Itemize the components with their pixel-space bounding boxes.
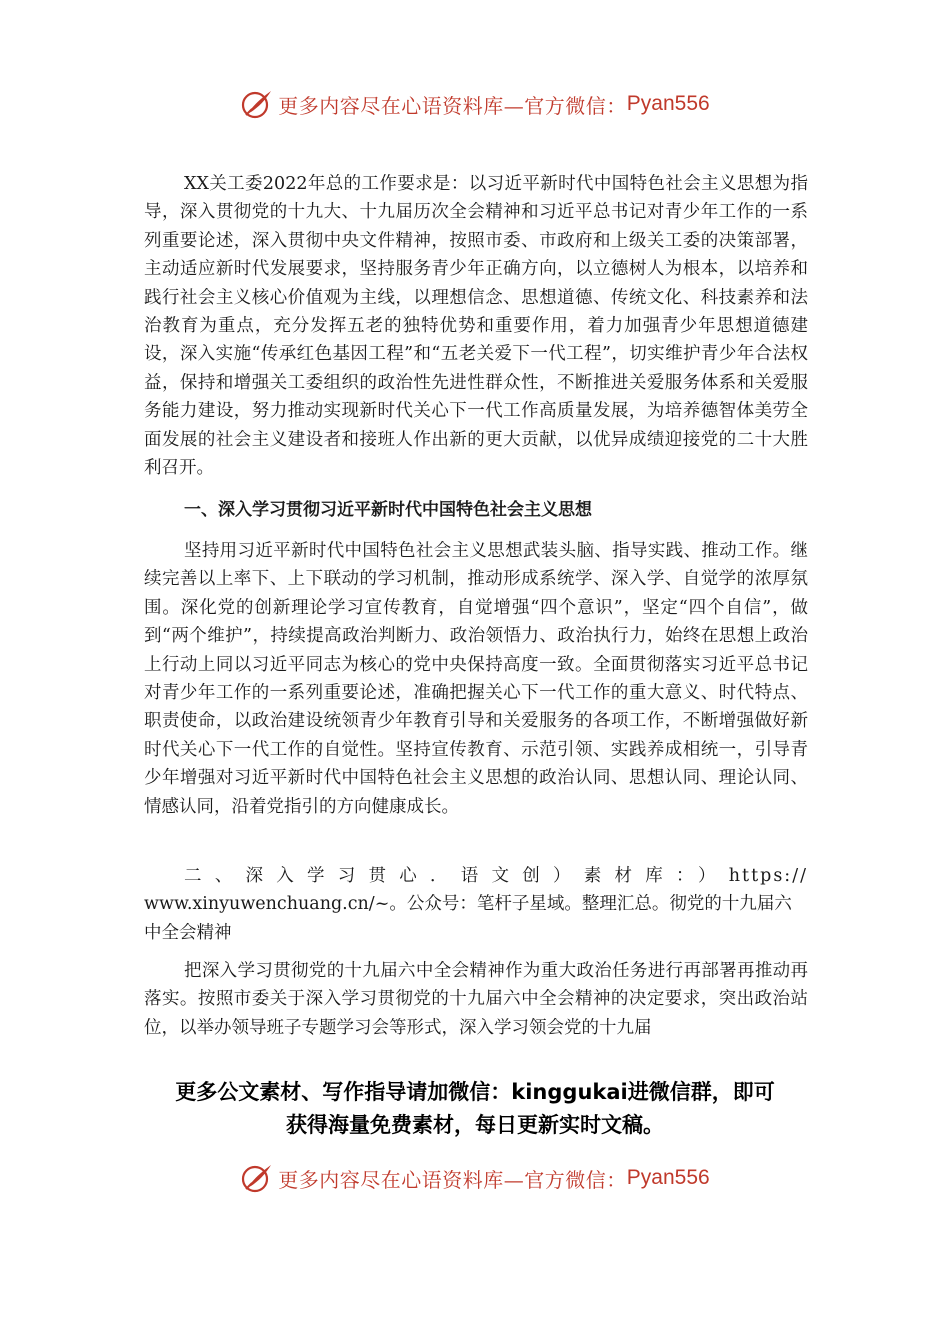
section-1-heading: 一、深入学习贯彻习近平新时代中国特色社会主义思想 (184, 500, 592, 520)
section-2-heading-line2: www.xinyuwenchuang.cn/~。公众号：笔杆子星域。整理汇总。彻党的十九届六中全会精神 (144, 894, 792, 943)
wechat-promo (0, 1076, 950, 1142)
banner-text: 更多内容尽在心语资料库—官方微信： (278, 93, 627, 118)
quill-logo-icon (240, 87, 274, 121)
section-2-body: 把深入学习贯彻党的十九届六中全会精神作为重大政治任务进行再部署再推动再落实。按照市委关于深入学习贯彻党的十九届六中全会精神的决定要求，突出政治站位，以举办领导班子专题学习会等形式，深入学习领会党的十九届 (144, 961, 808, 1038)
banner-text: 更多内容尽在心语资料库—官方微信： (278, 1167, 627, 1192)
wechat-promo-line1: 更多公文素材、写作指导请加微信：kinggukai进微信群，即可 (175, 1080, 775, 1104)
banner-wechat-id: Pyan556 (626, 92, 710, 115)
footer-watermark-banner (0, 1158, 950, 1198)
intro-paragraph: XX关工委2022年总的工作要求是：以习近平新时代中国特色社会主义思想为指导，深入贯彻党的十九大、十九届历次全会精神和习近平总书记对青少年工作的一系列重要论述，深入贯彻中央文件精神，按照市委、市政府和上级关工委的决策部署，主动适应新时代发展要求，坚持服务青少年正确方向，以立德树人为根本，以培养和践行社会主义核心价值观为主线，以理想信念、思想道德、传统文化、科技素养和法治教育为重点，充分发挥五老的独特优势和重要作用，着力加强青少年思想道德建设，深入实施“传承红色基因工程”和“五老关爱下一代工程”，切实维护青少年合法权益，保持和增强关工委组织的政治性先进性群众性，不断推进关爱服务体系和关爱服务能力建设，努力推动实现新时代关心下一代工作高质量发展，为培养德智体美劳全面发展的社会主义建设者和接班人作出新的更大贡献，以优异成绩迎接党的二十大胜利召开。 (144, 174, 808, 479)
section-2-heading (144, 862, 808, 947)
banner-wechat-id: Pyan556 (626, 1166, 710, 1189)
section-1-body: 坚持用习近平新时代中国特色社会主义思想武装头脑、指导实践、推动工作。继续完善以上率下、上下联动的学习机制，推动形成系统学、深入学、自觉学的浓厚氛围。深化党的创新理论学习宣传教育，自觉增强“四个意识”，坚定“四个自信”，做到“两个维护”，持续提高政治判断力、政治领悟力、政治执行力，始终在思想上政治上行动上同以习近平同志为核心的党中央保持高度一致。全面贯彻落实习近平总书记对青少年工作的一系列重要论述，准确把握关心下一代工作的重大意义、时代特点、职责使命，以政治建设统领青少年教育引导和关爱服务的各项工作，不断增强做好新时代关心下一代工作的自觉性。坚持宣传教育、示范引领、实践养成相统一，引导青少年增强对习近平新时代中国特色社会主义思想的政治认同、思想认同、理论认同、情感认同，沿着党指引的方向健康成长。 (144, 541, 808, 817)
wechat-promo-line2: 获得海量免费素材，每日更新实时文稿。 (286, 1113, 664, 1137)
header-watermark-banner (0, 84, 950, 124)
section-2-heading-line1: 二、深入学习贯心．语文创）素材库：）https:// (184, 866, 808, 886)
quill-logo-icon (240, 1161, 274, 1195)
